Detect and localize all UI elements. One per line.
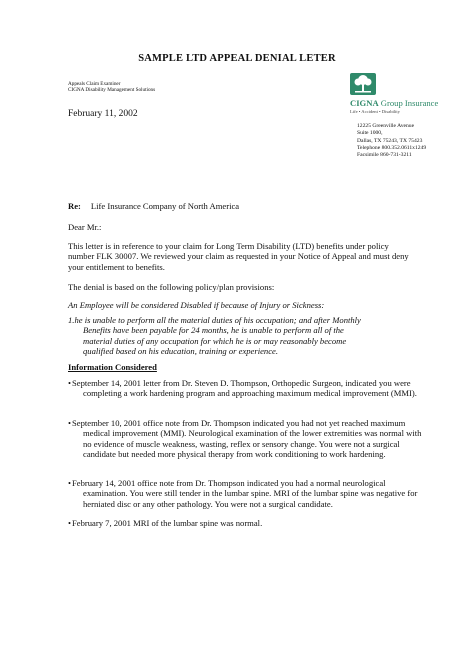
list-item-text: September 10, 2001 office note from Dr. Thompson indicated you had not yet reached maximum medical improvement (MMI). Neurological examination of the lower extremities was normal with no evidence of muscle weakness, wasting, reflex or sensory change. You were not a surgical candidate but needed more physical therapy from work conditioning to work hardening. [72,418,422,459]
bullet-icon: • [68,518,72,528]
logo-tagline: Life • Accident • Disability [350,109,400,114]
denial-paragraph: The denial is based on the following policy/plan provisions: [68,282,275,292]
list-item [68,418,428,459]
employee-definition: An Employee will be considered Disabled if because of Injury or Sickness: [68,300,325,310]
list-item [68,378,428,399]
definition-line: Benefits have been payable for 24 months, he is unable to perform all of the [83,325,344,336]
address-line: Suite 1000, [357,130,383,137]
list-item [68,518,428,528]
return-address [357,123,426,159]
salutation: Dear Mr.: [68,222,102,232]
sender-company: CIGNA Disability Management Solutions [68,87,156,93]
list-item-text: February 7, 2001 MRI of the lumbar spine was normal. [72,518,263,528]
definition-line: 1.he is unable to perform all the material duties of his occupation; and after Monthly [68,315,361,325]
definition-line: material duties of any occupation for which he is or may reasonably become [83,335,347,346]
reference-paragraph: This letter is in reference to your claim for Long Term Disability (LTD) benefits under policy number FLK 30007. We reviewed your claim as requested in your Notice of Appeal and must deny your entitlement to benefits. [68,241,409,272]
bullet-icon: • [68,418,72,428]
bullet-icon: • [68,378,72,388]
tree-icon [350,73,376,95]
logo-name [350,98,450,108]
address-line: Dallas, TX 75243, TX 75423 [357,137,423,144]
company-logo [350,73,450,114]
bullet-icon: • [68,478,72,488]
address-line: Telephone 800.352.0611x1249 [357,144,427,151]
disability-definition [68,315,413,356]
re-label: Re: [68,201,81,211]
address-line: Facsimile 860-731-3211 [357,152,412,159]
information-heading: Information Considered [68,362,157,372]
list-item [68,478,428,509]
address-line: 12225 Greenville Avenue [357,123,415,129]
re-line [68,201,239,211]
sender-block [68,81,155,93]
letter-date: February 11, 2002 [68,109,138,119]
logo-name-bold: CIGNA [350,98,379,108]
sender-title: Appeals Claim Examiner [68,81,121,87]
definition-line: qualified based on his education, training or experience. [83,345,278,356]
letter-title: SAMPLE LTD APPEAL DENIAL LETER [138,53,336,64]
logo-name-rest: Group Insurance [378,98,439,108]
list-item-text: September 14, 2001 letter from Dr. Steven D. Thompson, Orthopedic Surgeon, indicated you were completing a work hardening program and approaching maximum medical improvement (MMI). [72,378,417,399]
re-text: Life Insurance Company of North America [90,201,240,211]
list-item-text: February 14, 2001 office note from Dr. Thompson indicated you had a normal neurological examination. You were still tender in the lumbar spine. MRI of the lumbar spine was negative for herniated disc or any other pathology. You were not a surgical candidate. [72,478,418,509]
